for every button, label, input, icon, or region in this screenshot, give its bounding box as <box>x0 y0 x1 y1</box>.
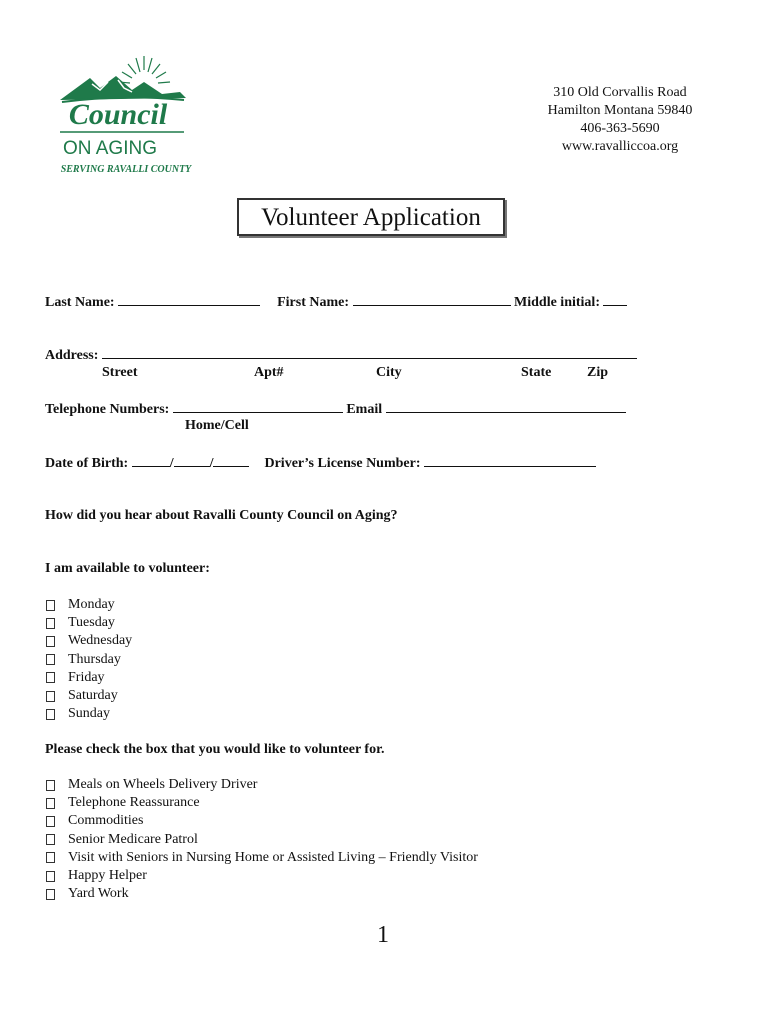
day-item-monday[interactable]: Monday <box>46 596 132 614</box>
dob-row: Date of Birth: / / Driver’s License Number: <box>45 454 596 472</box>
last-name-label: Last Name: <box>45 295 115 310</box>
dob-month-field[interactable] <box>132 454 170 467</box>
volunteer-options-heading: Please check the box that you would like to volunteer for. <box>45 742 385 757</box>
checkbox[interactable] <box>46 654 55 665</box>
zip-label: Zip <box>587 365 609 380</box>
middle-initial-label: Middle initial: <box>514 295 600 310</box>
organization-address <box>520 84 720 156</box>
checkbox[interactable] <box>46 816 55 827</box>
checkbox[interactable] <box>46 672 55 683</box>
city-label: City <box>376 365 402 380</box>
option-item[interactable]: Yard Work <box>46 885 478 903</box>
svg-text:Council: Council <box>68 98 168 131</box>
street-label: Street <box>102 365 138 380</box>
dob-day-field[interactable] <box>174 454 210 467</box>
checkbox[interactable] <box>46 709 55 720</box>
address-city: Hamilton Montana 59840 <box>547 103 693 118</box>
first-name-field[interactable] <box>353 293 511 306</box>
telephone-label: Telephone Numbers: <box>45 402 170 417</box>
telephone-sub-label: Home/Cell <box>185 418 249 433</box>
svg-text:ON AGING: ON AGING <box>63 138 157 159</box>
mountain-sun-icon <box>52 48 202 176</box>
option-item[interactable]: Visit with Seniors in Nursing Home or Assisted Living – Friendly Visitor <box>46 849 478 867</box>
page-title: Volunteer Application <box>237 198 505 236</box>
day-item-tuesday[interactable]: Tuesday <box>46 614 132 632</box>
page-number: 1 <box>377 922 389 948</box>
council-on-aging-logo <box>52 48 202 176</box>
day-item-sunday[interactable]: Sunday <box>46 705 132 723</box>
name-row <box>45 293 627 311</box>
telephone-field[interactable] <box>173 400 343 413</box>
option-item[interactable]: Happy Helper <box>46 867 478 885</box>
email-label: Email <box>346 402 383 417</box>
availability-heading: I am available to volunteer: <box>45 561 210 576</box>
dob-label: Date of Birth: <box>45 456 129 471</box>
telephone-row <box>45 400 626 418</box>
license-field[interactable] <box>424 454 596 467</box>
apt-label: Apt# <box>254 365 284 380</box>
days-checklist <box>46 596 132 723</box>
license-label: Driver’s License Number: <box>264 456 421 471</box>
checkbox[interactable] <box>46 691 55 702</box>
checkbox[interactable] <box>46 834 55 845</box>
hear-about-question: How did you hear about Ravalli County Council on Aging? <box>45 508 398 523</box>
last-name-field[interactable] <box>118 293 260 306</box>
address-field[interactable] <box>102 346 637 359</box>
volunteer-options-checklist <box>46 776 478 903</box>
address-label: Address: <box>45 348 99 363</box>
checkbox[interactable] <box>46 889 55 900</box>
state-label: State <box>521 365 552 380</box>
day-item-wednesday[interactable]: Wednesday <box>46 632 132 650</box>
day-item-saturday[interactable]: Saturday <box>46 687 132 705</box>
day-item-friday[interactable]: Friday <box>46 669 132 687</box>
option-item[interactable]: Senior Medicare Patrol <box>46 831 478 849</box>
address-website[interactable]: www.ravalliccoa.org <box>561 139 679 154</box>
address-phone: 406-363-5690 <box>580 121 660 136</box>
option-item[interactable]: Commodities <box>46 812 478 830</box>
email-field[interactable] <box>386 400 626 413</box>
checkbox[interactable] <box>46 618 55 629</box>
checkbox[interactable] <box>46 852 55 863</box>
dob-year-field[interactable] <box>213 454 249 467</box>
address-street: 310 Old Corvallis Road <box>553 85 687 100</box>
option-item[interactable]: Telephone Reassurance <box>46 794 478 812</box>
first-name-label: First Name: <box>277 295 350 310</box>
address-row <box>45 346 637 364</box>
svg-text:SERVING RAVALLI COUNTY: SERVING RAVALLI COUNTY <box>60 164 192 175</box>
checkbox[interactable] <box>46 780 55 791</box>
day-item-thursday[interactable]: Thursday <box>46 651 132 669</box>
checkbox[interactable] <box>46 636 55 647</box>
middle-initial-field[interactable] <box>603 293 627 306</box>
checkbox[interactable] <box>46 798 55 809</box>
checkbox[interactable] <box>46 600 55 611</box>
checkbox[interactable] <box>46 871 55 882</box>
option-item[interactable]: Meals on Wheels Delivery Driver <box>46 776 478 794</box>
